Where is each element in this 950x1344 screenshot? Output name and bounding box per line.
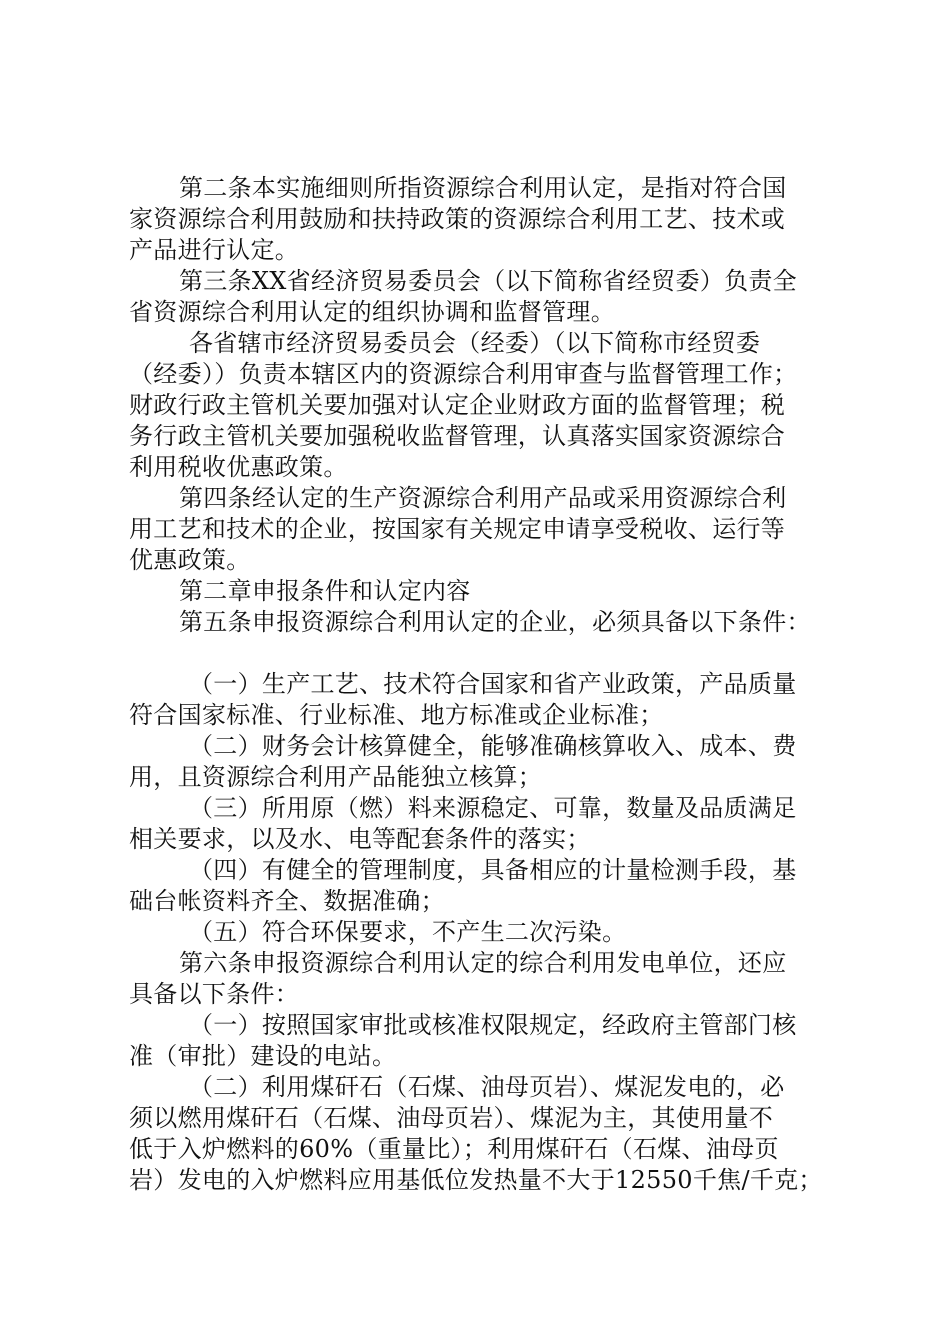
paragraph-line: 低于入炉燃料的60%（重量比）；利用煤矸石（石煤、油母页 <box>129 1135 779 1163</box>
paragraph-line: （二）利用煤矸石（石煤、油母页岩）、煤泥发电的，必 <box>189 1073 785 1101</box>
paragraph-line: 省资源综合利用认定的组织协调和监督管理。 <box>129 298 615 326</box>
paragraph-line: 优惠政策。 <box>129 546 251 574</box>
paragraph-line: （一）生产工艺、技术符合国家和省产业政策，产品质量 <box>189 670 797 698</box>
paragraph-line: （经委））负责本辖区内的资源综合利用审查与监督管理工作； <box>129 360 798 388</box>
chapter-heading: 第二章申报条件和认定内容 <box>179 577 471 605</box>
paragraph-line: （五）符合环保要求，不产生二次污染。 <box>189 918 627 946</box>
paragraph-line: 用工艺和技术的企业，按国家有关规定申请享受税收、运行等 <box>129 515 786 543</box>
paragraph-line: （四）有健全的管理制度，具备相应的计量检测手段，基 <box>189 856 797 884</box>
paragraph-line: 第五条申报资源综合利用认定的企业，必须具备以下条件： <box>179 608 811 636</box>
paragraph-line: （一）按照国家审批或核准权限规定，经政府主管部门核 <box>189 1011 797 1039</box>
paragraph-line: 财政行政主管机关要加强对认定企业财政方面的监督管理；税 <box>129 391 786 419</box>
paragraph-line: 产品进行认定。 <box>129 236 300 264</box>
paragraph-line: 第四条经认定的生产资源综合利用产品或采用资源综合利 <box>179 484 787 512</box>
blank-line <box>129 638 834 669</box>
paragraph-line: 家资源综合利用鼓励和扶持政策的资源综合利用工艺、技术或 <box>129 205 786 233</box>
paragraph-line: 准（审批）建设的电站。 <box>129 1042 397 1070</box>
paragraph-line: 具备以下条件： <box>129 980 300 1008</box>
paragraph-line: 相关要求，以及水、电等配套条件的落实； <box>129 825 591 853</box>
paragraph-line: 第三条XX省经济贸易委员会（以下简称省经贸委）负责全 <box>179 267 797 295</box>
document-body <box>129 173 834 1196</box>
paragraph-line: 用，且资源综合利用产品能独立核算； <box>129 763 543 791</box>
paragraph-line: 第六条申报资源综合利用认定的综合利用发电单位，还应 <box>179 949 787 977</box>
paragraph-line: 务行政主管机关要加强税收监督管理，认真落实国家资源综合 <box>129 422 786 450</box>
paragraph-line: （三）所用原（燃）料来源稳定、可靠，数量及品质满足 <box>189 794 797 822</box>
paragraph-line: 岩）发电的入炉燃料应用基低位发热量不大于12550千焦/千克； <box>129 1166 823 1194</box>
paragraph-line: 础台帐资料齐全、数据准确； <box>129 887 445 915</box>
paragraph-line: 符合国家标准、行业标准、地方标准或企业标准； <box>129 701 664 729</box>
paragraph-line: 第二条本实施细则所指资源综合利用认定，是指对符合国 <box>179 174 787 202</box>
paragraph-line: 须以燃用煤矸石（石煤、油母页岩）、煤泥为主，其使用量不 <box>129 1104 774 1132</box>
paragraph-line: （二）财务会计核算健全，能够准确核算收入、成本、费 <box>189 732 797 760</box>
paragraph-line: 各省辖市经济贸易委员会（经委）（以下简称市经贸委 <box>189 329 761 357</box>
paragraph-line: 利用税收优惠政策。 <box>129 453 348 481</box>
